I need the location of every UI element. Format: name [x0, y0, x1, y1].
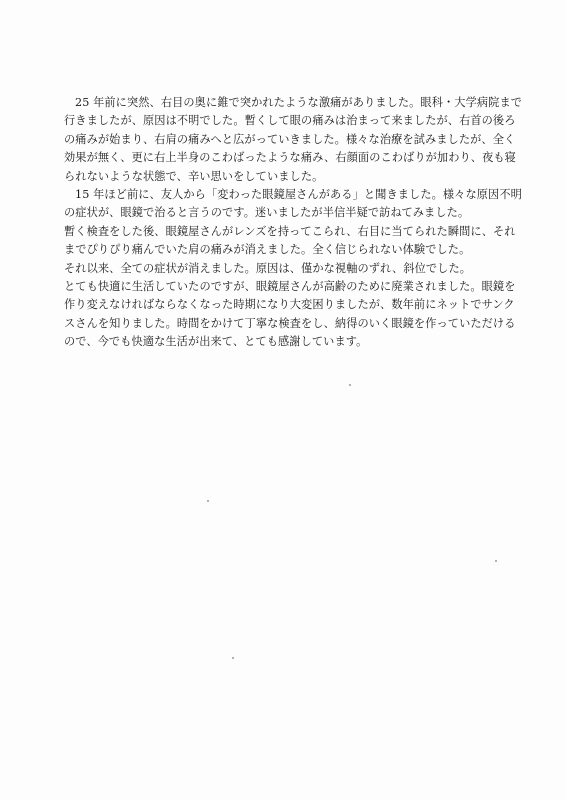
paragraph-line: 15 年ほど前に、友人から「変わった眼鏡屋さんがある」と聞きました。様々な原因不明: [75, 187, 522, 201]
paragraph-line: 25 年前に突然、右目の奥に錐で突かれたような激痛がありました。眼科・大学病院まで: [75, 96, 523, 109]
paragraph-line: の症状が、眼鏡で治ると言うのです。迷いましたが半信半疑で訪ねてみました。: [64, 206, 470, 220]
paragraph-line: 作り変えなければならなくなった時期になり大変困りましたが、数年前にネットでサンク: [64, 298, 515, 312]
paragraph-line: の痛みが始まり、右肩の痛みへと広がっていきました。様々な治療を試みましたが、全く: [64, 132, 516, 146]
testimonial-text: [64, 94, 523, 351]
paragraph-line: られないような状態で、辛い思いをしていました。: [64, 169, 324, 183]
scan-speck: [207, 500, 209, 502]
scan-speck: [349, 384, 351, 386]
scan-speck: [495, 560, 497, 562]
paragraph-line: 行きましたが、原因は不明でした。暫くして眼の痛みは治まって来ましたが、右首の後ろ: [64, 114, 516, 128]
paragraph-line: ので、今でも快適な生活が出来て、とても感謝しています。: [64, 335, 368, 349]
paragraph-line: それ以来、全ての症状が消えました。原因は、僅かな視軸のずれ、斜位でした。: [64, 261, 472, 275]
paragraph-line: までぴりぴり痛んでいた肩の痛みが消えました。全く信じられない体験でした。: [64, 243, 471, 257]
scan-speck: [232, 657, 234, 659]
paragraph-line: 効果が無く、更に右上半身のこわばったような痛み、右顔面のこわばりが加わり、夜も寝: [64, 151, 516, 165]
paragraph-line: スさんを知りました。時間をかけて丁寧な検査をし、納得のいく眼鏡を作っていただける: [64, 316, 516, 330]
paragraph-line: 暫く検査をした後、眼鏡屋さんがレンズを持ってこられ、右目に当てられた瞬間に、それ: [64, 224, 516, 238]
paragraph-line: とても快適に生活していたのですが、眼鏡屋さんが高齢のために廃業されました。眼鏡を: [64, 279, 516, 293]
